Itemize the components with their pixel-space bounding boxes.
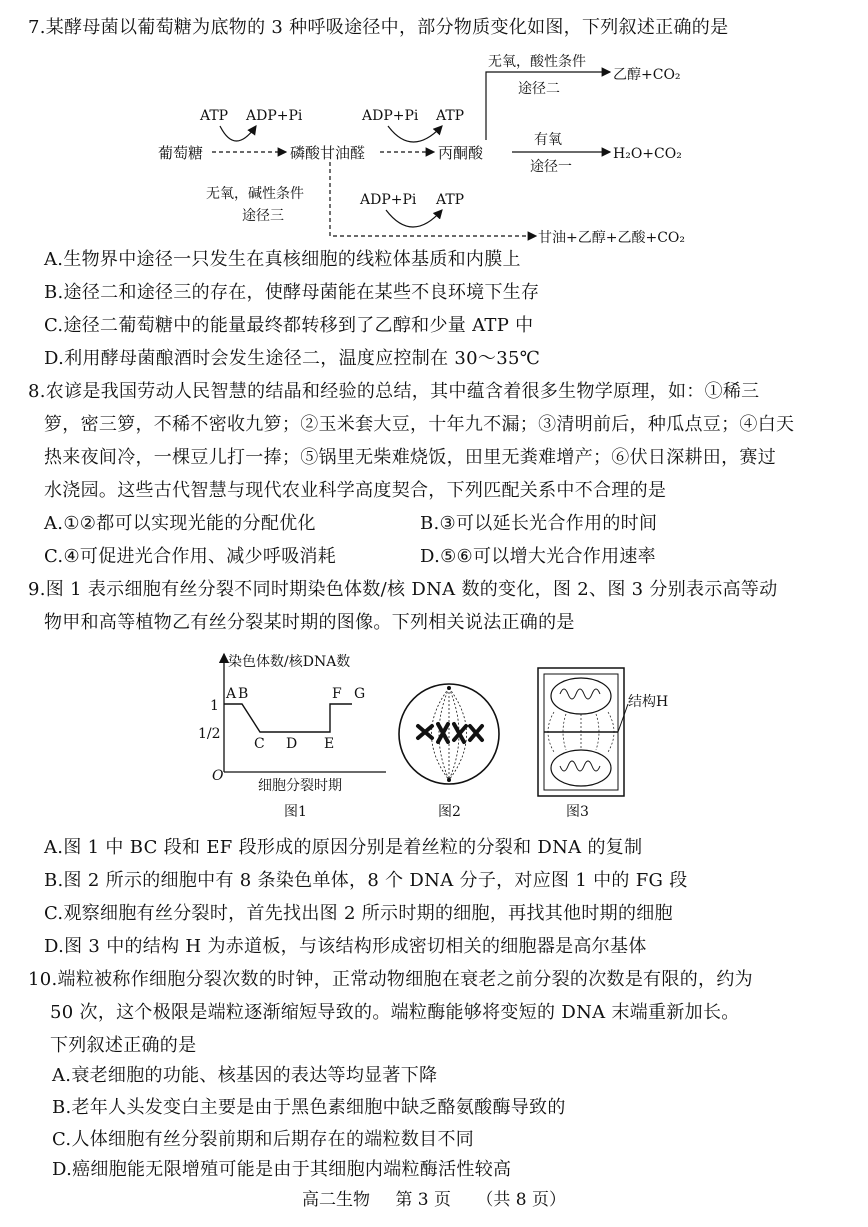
figure-1-graph bbox=[190, 648, 390, 823]
q8-option-a: A.①②都可以实现光能的分配优化 bbox=[44, 513, 316, 534]
fig2-centriole-bottom bbox=[447, 778, 451, 782]
q9-option-b: B.图 2 所示的细胞中有 8 条染色单体，8 个 DNA 分子，对应图 1 中的 FG 段 bbox=[44, 870, 688, 891]
fig1-point-a: A bbox=[226, 686, 237, 702]
q7-option-b: B.途径二和途径三的存在，使酵母菌能在某些不良环境下生存 bbox=[44, 282, 540, 303]
pathway-2-name: 途径二 bbox=[518, 81, 560, 97]
footer-total-pages: （共 8 页） bbox=[476, 1190, 567, 1210]
atp-consume-arc bbox=[220, 126, 256, 141]
footer-page-number: 第 3 页 bbox=[395, 1190, 451, 1210]
fig3-structure-h-label: 结构H bbox=[628, 694, 669, 710]
q9-option-a: A.图 1 中 BC 段和 EF 段形成的原因分别是着丝粒的分裂和 DNA 的复制 bbox=[44, 837, 643, 858]
q10-line-3: 下列叙述正确的是 bbox=[50, 1035, 197, 1056]
q10-option-b: B.老年人头发变白主要是由于黑色素细胞中缺乏酪氨酸酶导致的 bbox=[52, 1097, 566, 1118]
q9-line-2: 物甲和高等植物乙有丝分裂某时期的图像。下列相关说法正确的是 bbox=[44, 612, 575, 633]
q8-line-3: 热来夜间冷，一棵豆儿打一捧；⑤锅里无柴难烧饭，田里无粪难增产；⑥伏日深耕田，赛过 bbox=[44, 447, 776, 468]
fig1-point-f: F bbox=[332, 686, 342, 702]
q9-option-c: C.观察细胞有丝分裂时，首先找出图 2 所示时期的细胞，再找其他时期的细胞 bbox=[44, 903, 673, 924]
q10-option-c: C.人体细胞有丝分裂前期和后期存在的端粒数目不同 bbox=[52, 1129, 475, 1150]
q8-line-2: 箩，密三箩，不稀不密收九箩；②玉米套大豆，十年九不漏；③清明前后，种瓜点豆；④白天 bbox=[44, 414, 795, 435]
q8-option-b: B.③可以延长光合作用的时间 bbox=[420, 513, 658, 534]
fig3-daughter-nucleus-top bbox=[551, 678, 611, 714]
q10-option-d: D.癌细胞能无限增殖可能是由于其细胞内端粒酶活性较高 bbox=[52, 1159, 512, 1180]
fig2-centriole-top bbox=[447, 686, 451, 690]
q8-line-1: 8.农谚是我国劳动人民智慧的结晶和经验的总结，其中蕴含着很多生物学原理，如：①稀三 bbox=[28, 381, 760, 402]
figure-2-animal-cell bbox=[394, 676, 504, 824]
pyruvate-label: 丙酮酸 bbox=[438, 144, 484, 162]
adp-label-3: ADP+Pi bbox=[360, 192, 417, 208]
q8-option-d: D.⑤⑥可以增大光合作用速率 bbox=[420, 546, 656, 567]
pathway-2-product: 乙醇+CO₂ bbox=[613, 67, 681, 83]
atp-produce-arc-2 bbox=[386, 210, 442, 227]
q9-option-d: D.图 3 中的结构 H 为赤道板，与该结构形成密切相关的细胞器是高尔基体 bbox=[44, 936, 647, 957]
footer-subject: 高二生物 bbox=[301, 1190, 370, 1210]
fig3-daughter-nucleus-bottom bbox=[551, 750, 611, 786]
pathway-1-condition: 有氧 bbox=[534, 132, 562, 148]
atp-label-2: ATP bbox=[436, 108, 465, 124]
page-footer bbox=[0, 1188, 868, 1212]
pathway-1-name: 途径一 bbox=[530, 159, 572, 175]
q7-option-c: C.途径二葡萄糖中的能量最终都转移到了乙醇和少量 ATP 中 bbox=[44, 315, 534, 336]
pga-label: 磷酸甘油醛 bbox=[290, 144, 366, 162]
fig1-yhalf-tick: 1/2 bbox=[198, 726, 221, 742]
fig1-ylabel: 染色体数/核DNA数 bbox=[228, 654, 351, 670]
figure-3-plant-cell bbox=[532, 664, 692, 824]
q8-option-c: C.④可促进光合作用、减少呼吸消耗 bbox=[44, 546, 337, 567]
pathway-3-product: 甘油+乙醇+乙酸+CO₂ bbox=[538, 230, 685, 246]
adp-label-2: ADP+Pi bbox=[362, 108, 419, 124]
adp-label-1: ADP+Pi bbox=[246, 108, 303, 124]
q7-option-d: D.利用酵母菌酿酒时会发生途径二，温度应控制在 30～35℃ bbox=[44, 348, 541, 369]
fig1-ratio-line bbox=[224, 704, 352, 732]
fig1-origin: O bbox=[212, 768, 224, 784]
fig1-point-e: E bbox=[324, 736, 335, 752]
fig1-point-g: G bbox=[354, 686, 366, 702]
atp-label-1: ATP bbox=[200, 108, 229, 124]
pathway-3-name: 途径三 bbox=[242, 208, 284, 224]
respiration-pathway-diagram bbox=[150, 48, 710, 248]
q10-option-a: A.衰老细胞的功能、核基因的表达等均显著下降 bbox=[52, 1065, 438, 1086]
fig1-point-d: D bbox=[286, 736, 298, 752]
atp-label-3: ATP bbox=[436, 192, 465, 208]
q7-stem: 7.某酵母菌以葡萄糖为底物的 3 种呼吸途径中，部分物质变化如图，下列叙述正确的是 bbox=[28, 17, 729, 38]
q9-line-1: 9.图 1 表示细胞有丝分裂不同时期染色体数/核 DNA 数的变化，图 2、图 3 分别表示高等动 bbox=[28, 579, 778, 600]
fig1-point-c: C bbox=[254, 736, 265, 752]
fig1-caption: 图1 bbox=[284, 804, 307, 820]
q8-line-4: 水浇园。这些古代智慧与现代农业科学高度契合，下列匹配关系中不合理的是 bbox=[44, 480, 667, 501]
atp-produce-arc-1 bbox=[388, 126, 442, 142]
fig3-caption: 图3 bbox=[566, 804, 589, 820]
fig1-point-b: B bbox=[238, 686, 249, 702]
fig1-y1-tick: 1 bbox=[210, 698, 219, 714]
q10-line-2: 50 次，这个极限是端粒逐渐缩短导致的。端粒酶能够将变短的 DNA 末端重新加长。 bbox=[50, 1002, 740, 1023]
q7-option-a: A.生物界中途径一只发生在真核细胞的线粒体基质和内膜上 bbox=[44, 249, 521, 270]
pathway-2-condition: 无氧，酸性条件 bbox=[488, 54, 586, 70]
fig2-caption: 图2 bbox=[438, 804, 461, 820]
pathway-3-condition: 无氧，碱性条件 bbox=[206, 186, 304, 202]
glucose-label: 葡萄糖 bbox=[158, 144, 204, 162]
q10-line-1: 10.端粒被称作细胞分裂次数的时钟，正常动物细胞在衰老之前分裂的次数是有限的，约为 bbox=[28, 969, 753, 990]
pathway-1-product: H₂O+CO₂ bbox=[613, 146, 682, 162]
fig1-xlabel: 细胞分裂时期 bbox=[258, 778, 342, 794]
